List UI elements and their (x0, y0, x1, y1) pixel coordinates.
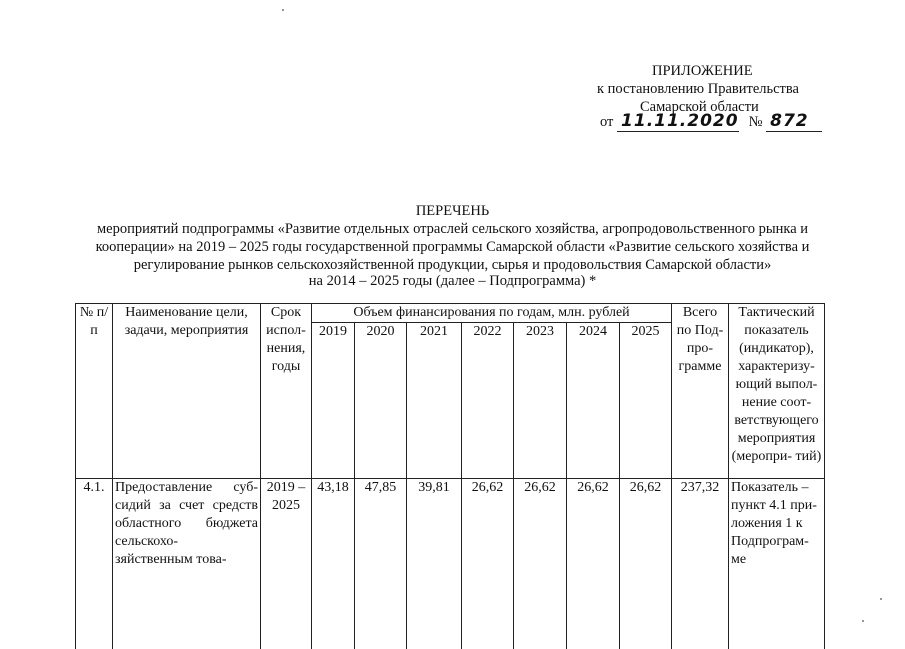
header-funding: Объем финансирования по годам, млн. рублей (312, 304, 672, 323)
measures-table (75, 303, 825, 649)
row-value: 26,62 (567, 479, 620, 649)
date-prefix: от (600, 114, 614, 130)
row-value: 26,62 (514, 479, 567, 649)
header-name: Наименование цели, задачи, мероприятия (113, 304, 261, 479)
row-num: 4.1. (76, 479, 113, 649)
header-indicator: Тактический показатель (индикатор), характеризу- ющий выпол- нение соот- ветствующего мероприятия (меропри- тий) (729, 304, 825, 479)
row-term: 2019 – 2025 (261, 479, 312, 649)
header-term: Срок испол- нения, годы (261, 304, 312, 479)
number-field (766, 112, 822, 132)
row-value: 26,62 (620, 479, 672, 649)
row-name: Предоставление суб- сидий за счет средств областного бюджета сельскохо- зяйственным това- (113, 479, 261, 649)
heading-line-2: кооперации» на 2019 – 2025 годы государственной программы Самарской области «Развитие сельского хозяйства и (95, 239, 810, 255)
header-year: 2023 (514, 323, 567, 479)
scan-speck (880, 598, 882, 600)
header-year: 2025 (620, 323, 672, 479)
number-prefix: № (748, 114, 763, 130)
handwritten-date: 11.11.2020 (621, 111, 739, 131)
date-field (617, 112, 739, 132)
header-num: № п/п (76, 304, 113, 479)
table-row (76, 479, 825, 649)
header-year: 2021 (407, 323, 462, 479)
heading-title: ПЕРЕЧЕНЬ (415, 203, 490, 219)
scan-speck (862, 620, 864, 622)
header-total: Всего по Под- про- грамме (672, 304, 729, 479)
header-year: 2019 (312, 323, 355, 479)
row-indicator: Показатель – пункт 4.1 при- ложения 1 к Подпрограм- ме (729, 479, 825, 649)
handwritten-number: 872 (770, 111, 809, 131)
scan-speck (282, 9, 284, 11)
header-year: 2022 (462, 323, 514, 479)
appendix-line-2: Самарской области (640, 99, 759, 115)
heading-line-4: на 2014 – 2025 годы (далее – Подпрограмма) * (308, 273, 597, 289)
heading-line-3: регулирование рынков сельскохозяйственной продукции, сырья и продовольствия Самарской области» (133, 257, 772, 273)
appendix-date-line (600, 112, 822, 132)
row-value: 47,85 (355, 479, 407, 649)
row-value: 43,18 (312, 479, 355, 649)
header-year: 2024 (567, 323, 620, 479)
header-year: 2020 (355, 323, 407, 479)
row-value: 39,81 (407, 479, 462, 649)
row-value: 26,62 (462, 479, 514, 649)
row-total: 237,32 (672, 479, 729, 649)
appendix-line-1: к постановлению Правительства (597, 81, 799, 97)
appendix-title: ПРИЛОЖЕНИЕ (652, 63, 753, 79)
heading-line-1: мероприятий подпрограммы «Развитие отдельных отраслей сельского хозяйства, агропродовольственного рынка и (96, 221, 809, 237)
